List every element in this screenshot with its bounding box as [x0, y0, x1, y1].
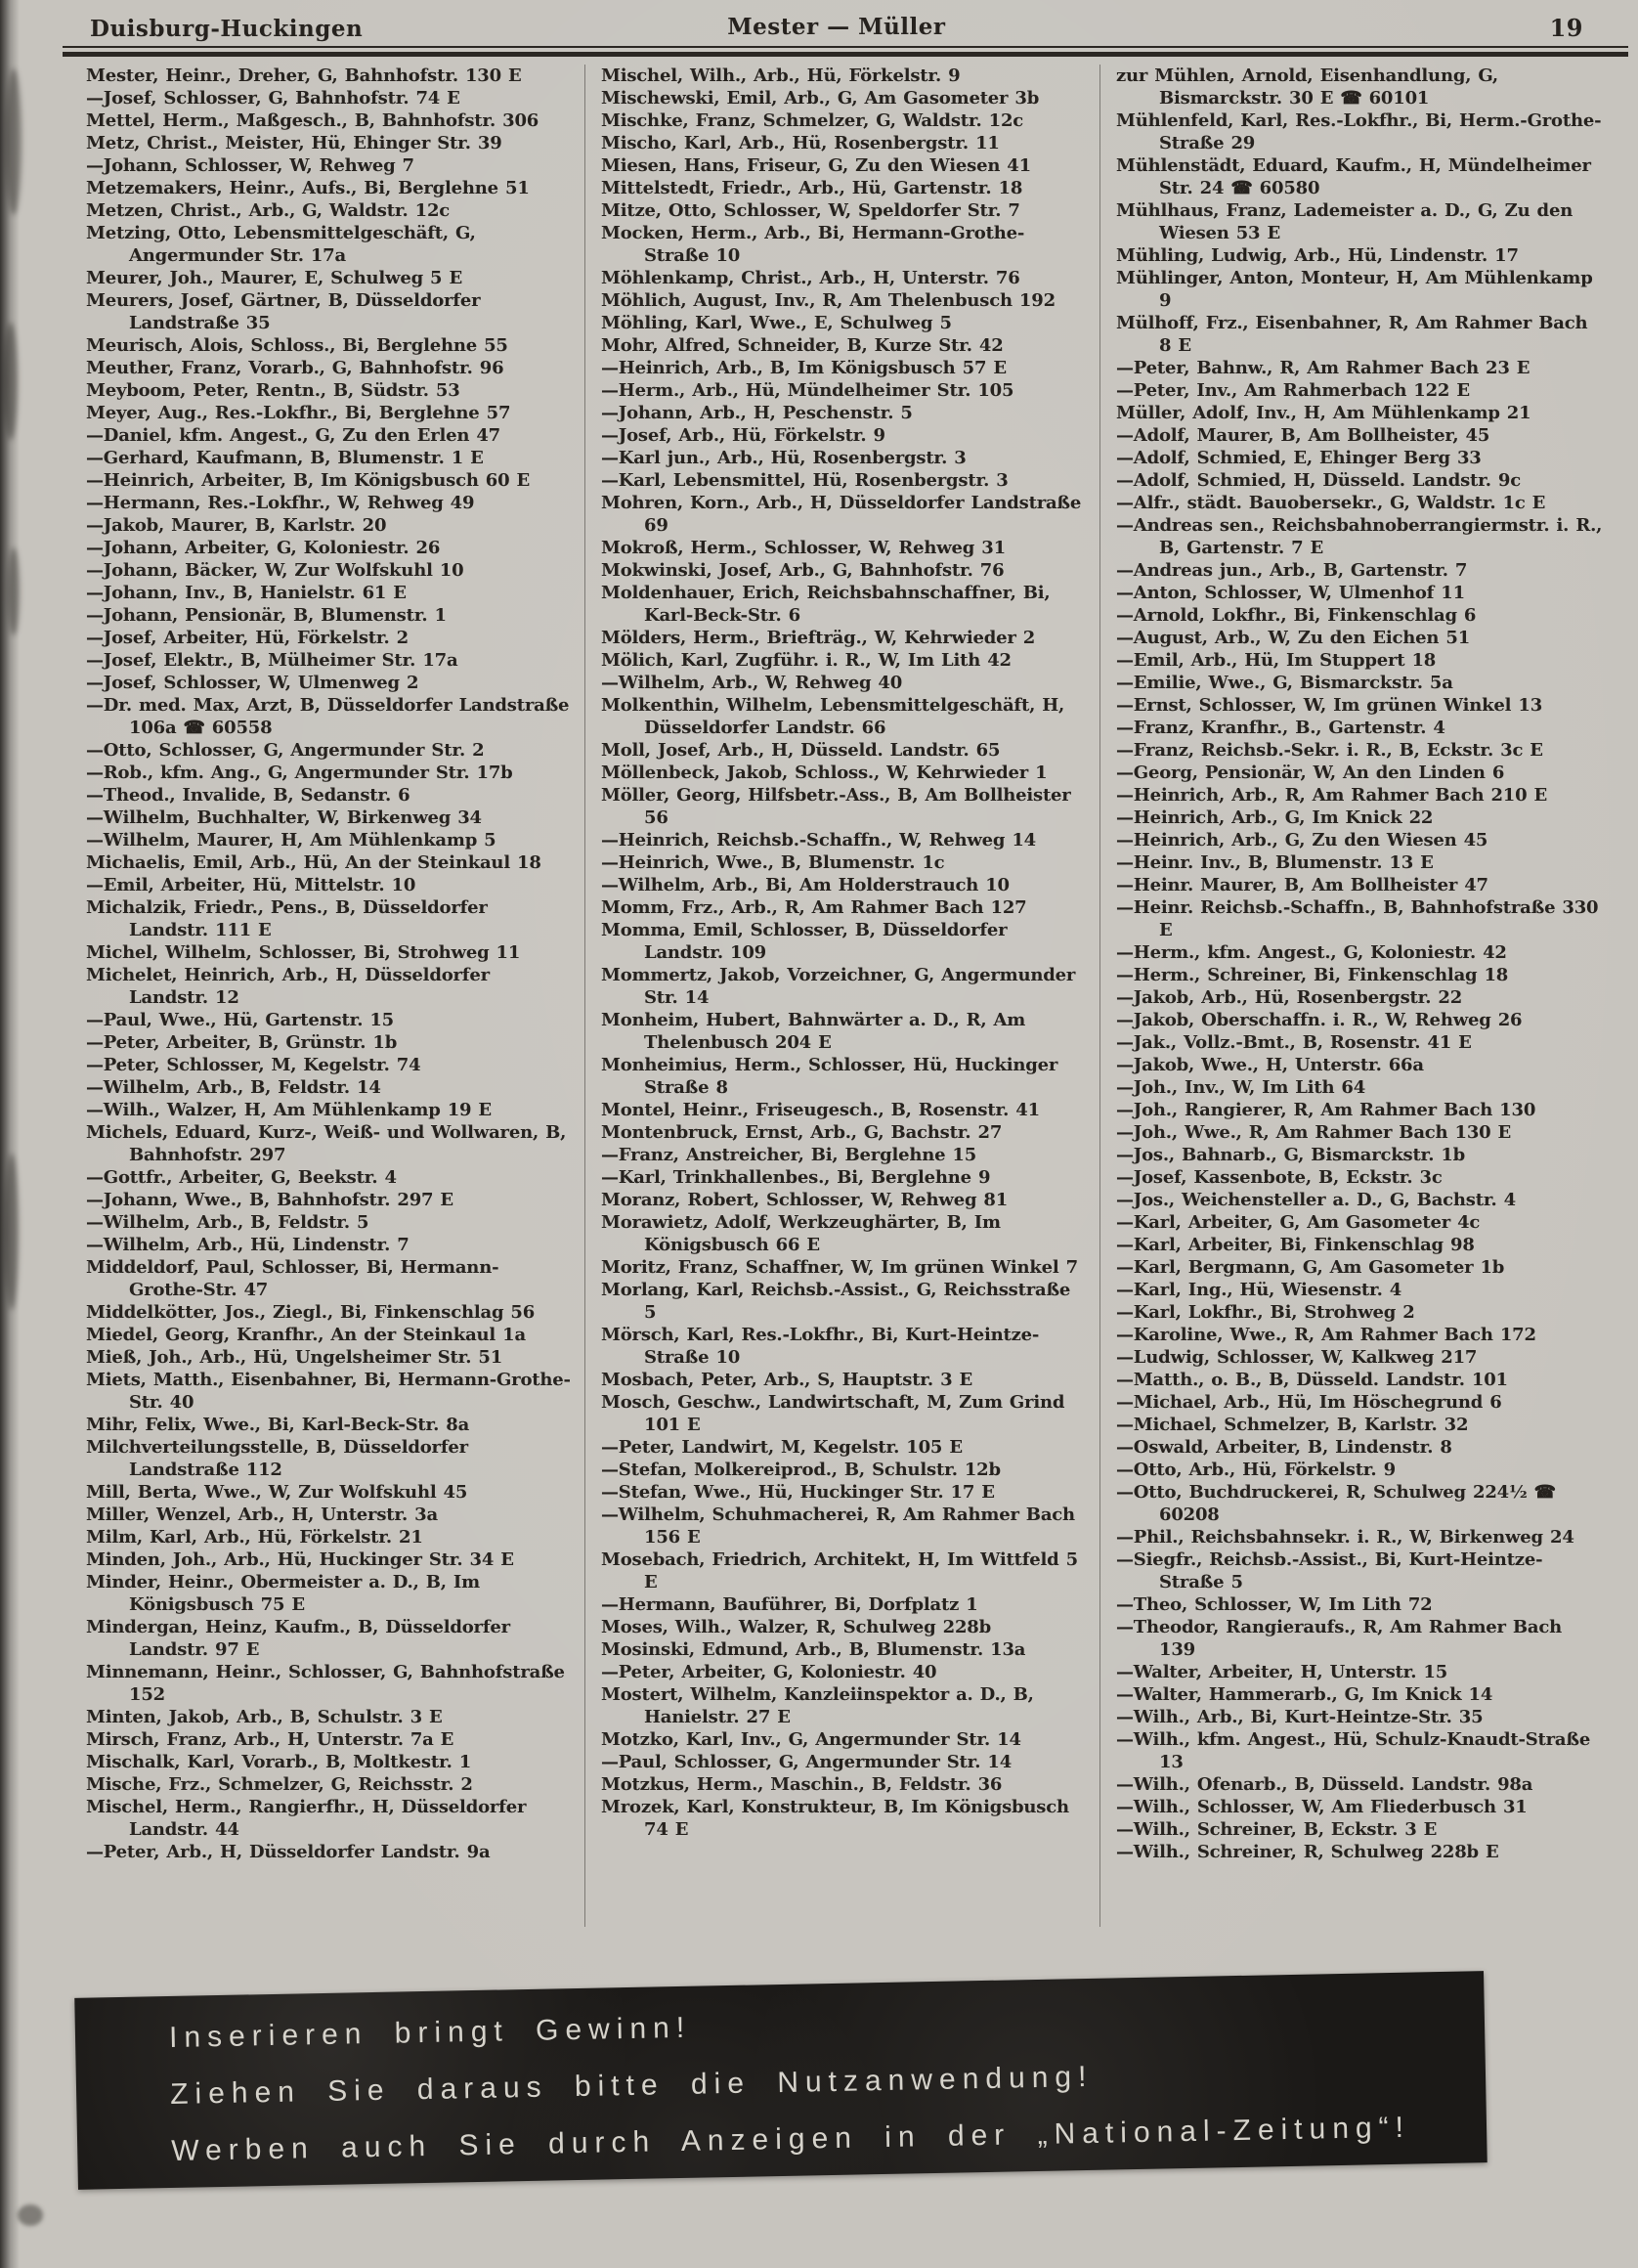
directory-entry: Metz, Christ., Meister, Hü, Ehinger Str. 39	[86, 133, 502, 153]
directory-entry: —Heinrich, Arb., G, Zu den Wiesen 45	[1116, 830, 1488, 850]
directory-entry: —Arnold, Lokfhr., Bi, Finkenschlag 6	[1116, 605, 1477, 626]
directory-entry: —Johann, Schlosser, W, Rehweg 7	[86, 155, 414, 176]
directory-entry: Mettel, Herm., Maßgesch., B, Bahnhofstr. 306	[86, 110, 539, 131]
directory-entry: —Emilie, Wwe., G, Bismarckstr. 5a	[1116, 673, 1453, 693]
directory-entry: —Herm., Arb., Hü, Mündelheimer Str. 105	[601, 380, 1014, 401]
directory-entry: —Heinrich, Arb., B, Im Königsbusch 57 E	[601, 358, 1007, 378]
directory-entry: —Peter, Arbeiter, B, Grünstr. 1b	[86, 1032, 398, 1053]
page-number: 19	[1549, 14, 1583, 42]
header-district: Duisburg-Huckingen	[90, 16, 364, 42]
header-rule	[63, 46, 1628, 57]
directory-entry: Mühlenfeld, Karl, Res.-Lokfhr., Bi, Herm.-Grothe-Straße 29	[1116, 110, 1602, 153]
directory-entry: Moses, Wilh., Walzer, R, Schulweg 228b	[601, 1617, 991, 1637]
scan-smudge	[6, 68, 22, 215]
directory-entry: —Anton, Schlosser, W, Ulmenhof 11	[1116, 583, 1465, 603]
directory-entry: Molkenthin, Wilhelm, Lebensmittelgeschäft, H, Düsseldorfer Landstr. 66	[601, 695, 1065, 738]
directory-entry: Möller, Georg, Hilfsbetr.-Ass., B, Am Bollheister 56	[601, 785, 1071, 828]
directory-entry: Miller, Wenzel, Arb., H, Unterstr. 3a	[86, 1505, 438, 1525]
directory-entry: Meuther, Franz, Vorarb., G, Bahnhofstr. 96	[86, 358, 504, 378]
directory-entry: —Karl, Trinkhallenbes., Bi, Berglehne 9	[601, 1167, 991, 1188]
directory-entry: —Joh., Rangierer, R, Am Rahmer Bach 130	[1116, 1100, 1536, 1120]
directory-entry: Mühling, Ludwig, Arb., Hü, Lindenstr. 17	[1116, 245, 1519, 266]
directory-entry: Middelkötter, Jos., Ziegl., Bi, Finkenschlag 56	[86, 1302, 536, 1323]
directory-entry: —Josef, Arbeiter, Hü, Förkelstr. 2	[86, 628, 409, 648]
directory-entry: —Franz, Reichsb.-Sekr. i. R., B, Eckstr. 3c E	[1116, 740, 1543, 761]
directory-entry: —Stefan, Molkereiprod., B, Schulstr. 12b	[601, 1460, 1001, 1480]
directory-entry: Mosebach, Friedrich, Architekt, H, Im Wittfeld 5 E	[601, 1549, 1078, 1592]
directory-entry: —Franz, Kranfhr., B., Gartenstr. 4	[1116, 718, 1445, 738]
directory-entry: —Wilh., Schreiner, B, Eckstr. 3 E	[1116, 1819, 1438, 1840]
directory-entry: Moll, Josef, Arb., H, Düsseld. Landstr. 65	[601, 740, 1001, 761]
directory-entry: —Peter, Arb., H, Düsseldorfer Landstr. 9a	[86, 1842, 491, 1862]
directory-entry: —Joh., Inv., W, Im Lith 64	[1116, 1077, 1366, 1098]
directory-entry: —Franz, Anstreicher, Bi, Berglehne 15	[601, 1145, 977, 1165]
directory-entry: —Karl, Bergmann, G, Am Gasometer 1b	[1116, 1257, 1505, 1278]
directory-entry: —Paul, Schlosser, G, Angermunder Str. 14	[601, 1752, 1013, 1772]
directory-entry: Mische, Frz., Schmelzer, G, Reichsstr. 2	[86, 1774, 473, 1795]
directory-entry: —Wilhelm, Arb., B, Feldstr. 5	[86, 1212, 369, 1233]
directory-entry: —Wilhelm, Schuhmacherei, R, Am Rahmer Bach 156 E	[601, 1505, 1075, 1548]
directory-entry: Motzko, Karl, Inv., G, Angermunder Str. 14	[601, 1729, 1021, 1750]
directory-entry: —Gottfr., Arbeiter, G, Beekstr. 4	[86, 1167, 397, 1188]
directory-entry: —Josef, Schlosser, W, Ulmenweg 2	[86, 673, 419, 693]
directory-entry: Monheim, Hubert, Bahnwärter a. D., R, Am Thelenbusch 204 E	[601, 1010, 1026, 1053]
directory-entry: Meurer, Joh., Maurer, E, Schulweg 5 E	[86, 268, 462, 288]
directory-entry: —Daniel, kfm. Angest., G, Zu den Erlen 47	[86, 425, 500, 446]
directory-entry: —Alfr., städt. Bauobersekr., G, Waldstr. 1c E	[1116, 493, 1546, 513]
directory-entry: —Theodor, Rangieraufs., R, Am Rahmer Bach 139	[1116, 1617, 1563, 1660]
directory-entry: —Jakob, Wwe., H, Unterstr. 66a	[1116, 1055, 1424, 1075]
directory-entry: —Jos., Bahnarb., G, Bismarckstr. 1b	[1116, 1145, 1466, 1165]
directory-entry: Mostert, Wilhelm, Kanzleiinspektor a. D., B, Hanielstr. 27 E	[601, 1684, 1034, 1727]
directory-entry: Mohren, Korn., Arb., H, Düsseldorfer Landstraße 69	[601, 493, 1082, 536]
directory-entry: Meurisch, Alois, Schloss., Bi, Berglehne 55	[86, 335, 508, 356]
directory-entry: Momm, Frz., Arb., R, Am Rahmer Bach 127	[601, 897, 1027, 918]
directory-entry: Middeldorf, Paul, Schlosser, Bi, Hermann-Grothe-Str. 47	[86, 1257, 499, 1300]
directory-entry: Mörsch, Karl, Res.-Lokfhr., Bi, Kurt-Heintze-Straße 10	[601, 1325, 1040, 1368]
directory-entry: Mühlinger, Anton, Monteur, H, Am Mühlenkamp 9	[1116, 268, 1593, 311]
directory-entry: —Peter, Arbeiter, G, Koloniestr. 40	[601, 1662, 937, 1682]
directory-entry: Momma, Emil, Schlosser, B, Düsseldorfer Landstr. 109	[601, 920, 1008, 963]
directory-entry: —August, Arb., W, Zu den Eichen 51	[1116, 628, 1471, 648]
directory-entry: Mischel, Herm., Rangierfhr., H, Düsseldorfer Landstr. 44	[86, 1797, 527, 1840]
directory-entry: —Adolf, Schmied, H, Düsseld. Landstr. 9c	[1116, 470, 1521, 491]
directory-entry: —Wilh., Arb., Bi, Kurt-Heintze-Str. 35	[1116, 1707, 1484, 1727]
directory-entry: Mosch, Geschw., Landwirtschaft, M, Zum Grind 101 E	[601, 1392, 1065, 1435]
directory-entry: —Karl, Lokfhr., Bi, Strohweg 2	[1116, 1302, 1415, 1323]
directory-entry: Mischo, Karl, Arb., Hü, Rosenbergstr. 11	[601, 133, 1000, 153]
directory-entry: —Karl jun., Arb., Hü, Rosenbergstr. 3	[601, 448, 967, 468]
directory-entry: Mirsch, Franz, Arb., H, Unterstr. 7a E	[86, 1729, 454, 1750]
directory-entry: —Heinrich, Arb., R, Am Rahmer Bach 210 E	[1116, 785, 1548, 806]
directory-entry: —Siegfr., Reichsb.-Assist., Bi, Kurt-Heintze-Straße 5	[1116, 1549, 1543, 1592]
directory-entry: Michels, Eduard, Kurz-, Weiß- und Wollwaren, B, Bahnhofstr. 297	[86, 1122, 567, 1165]
directory-entry: —Wilh., kfm. Angest., Hü, Schulz-Knaudt-Straße 13	[1116, 1729, 1591, 1772]
directory-entry: Morawietz, Adolf, Werkzeughärter, B, Im Königsbusch 66 E	[601, 1212, 1001, 1255]
directory-entry: —Ludwig, Schlosser, W, Kalkweg 217	[1116, 1347, 1478, 1368]
directory-entry: Moldenhauer, Erich, Reichsbahnschaffner, Bi, Karl-Beck-Str. 6	[601, 583, 1051, 626]
directory-entry: —Herm., Schreiner, Bi, Finkenschlag 18	[1116, 965, 1509, 985]
directory-entry: Mittelstedt, Friedr., Arb., Hü, Gartenstr. 18	[601, 178, 1023, 198]
directory-entry: Minden, Joh., Arb., Hü, Huckinger Str. 34 E	[86, 1549, 514, 1570]
directory-entry: —Gerhard, Kaufmann, B, Blumenstr. 1 E	[86, 448, 484, 468]
directory-entry: —Josef, Kassenbote, B, Eckstr. 3c	[1116, 1167, 1443, 1188]
directory-entry: —Otto, Buchdruckerei, R, Schulweg 224½ ☎ 60208	[1116, 1482, 1556, 1525]
directory-column-1	[86, 65, 584, 1927]
directory-entry: —Jos., Weichensteller a. D., G, Bachstr. 4	[1116, 1190, 1516, 1210]
directory-entry: —Joh., Wwe., R, Am Rahmer Bach 130 E	[1116, 1122, 1512, 1143]
directory-entry: —Karl, Ing., Hü, Wiesenstr. 4	[1116, 1280, 1402, 1300]
directory-entry: Michaelis, Emil, Arb., Hü, An der Steinkaul 18	[86, 852, 541, 873]
directory-entry: —Emil, Arbeiter, Hü, Mittelstr. 10	[86, 875, 416, 895]
directory-entry: Möhlenkamp, Christ., Arb., H, Unterstr. 76	[601, 268, 1020, 288]
directory-entry: —Johann, Arbeiter, G, Koloniestr. 26	[86, 538, 441, 558]
directory-entry: Möllenbeck, Jakob, Schloss., W, Kehrwieder 1	[601, 763, 1048, 783]
directory-entry: —Matth., o. B., B, Düsseld. Landstr. 101	[1116, 1370, 1508, 1390]
directory-entry: —Georg, Pensionär, W, An den Linden 6	[1116, 763, 1505, 783]
directory-entry: —Johann, Inv., B, Hanielstr. 61 E	[86, 583, 407, 603]
directory-entry: —Peter, Bahnw., R, Am Rahmer Bach 23 E	[1116, 358, 1530, 378]
directory-entry: —Johann, Arb., H, Peschenstr. 5	[601, 403, 913, 423]
directory-entry: —Stefan, Wwe., Hü, Huckinger Str. 17 E	[601, 1482, 995, 1503]
directory-entry: Minnemann, Heinr., Schlosser, G, Bahnhofstraße 152	[86, 1662, 565, 1705]
directory-entry: —Wilhelm, Maurer, H, Am Mühlenkamp 5	[86, 830, 496, 850]
directory-entry: Michelet, Heinrich, Arb., H, Düsseldorfer Landstr. 12	[86, 965, 490, 1008]
directory-entry: Mokroß, Herm., Schlosser, W, Rehweg 31	[601, 538, 1006, 558]
directory-entry: Motzkus, Herm., Maschin., B, Feldstr. 36	[601, 1774, 1003, 1795]
directory-entry: Moritz, Franz, Schaffner, W, Im grünen Winkel 7	[601, 1257, 1078, 1278]
advert-banner-line: Werben auch Sie durch Anzeigen in der „National-Zeitung“!	[170, 2111, 1411, 2167]
directory-entry: —Michael, Schmelzer, B, Karlstr. 32	[1116, 1415, 1469, 1435]
directory-entry: —Wilh., Ofenarb., B, Düsseld. Landstr. 98a	[1116, 1774, 1533, 1795]
directory-entry: Mihr, Felix, Wwe., Bi, Karl-Beck-Str. 8a	[86, 1415, 470, 1435]
directory-columns	[0, 57, 1638, 1927]
directory-entry: —Heinr. Reichsb.-Schaffn., B, Bahnhofstraße 330 E	[1116, 897, 1599, 940]
scan-smudge	[18, 2204, 43, 2226]
directory-entry: Mühlenstädt, Eduard, Kaufm., H, Mündelheimer Str. 24 ☎ 60580	[1116, 155, 1591, 198]
directory-entry: Möhling, Karl, Wwe., E, Schulweg 5	[601, 313, 952, 333]
directory-entry: Minder, Heinr., Obermeister a. D., B, Im Königsbusch 75 E	[86, 1572, 480, 1615]
directory-entry: —Jakob, Maurer, B, Karlstr. 20	[86, 515, 387, 536]
directory-entry: zur Mühlen, Arnold, Eisenhandlung, G, Bismarckstr. 30 E ☎ 60101	[1116, 65, 1498, 109]
directory-entry: —Johann, Wwe., B, Bahnhofstr. 297 E	[86, 1190, 453, 1210]
directory-entry: Mischewski, Emil, Arb., G, Am Gasometer 3b	[601, 88, 1040, 109]
directory-entry: Mester, Heinr., Dreher, G, Bahnhofstr. 130 E	[86, 65, 522, 86]
directory-entry: Möhlich, August, Inv., R, Am Thelenbusch 192	[601, 290, 1056, 311]
directory-entry: Mosinski, Edmund, Arb., B, Blumenstr. 13a	[601, 1639, 1026, 1660]
directory-entry: Miesen, Hans, Friseur, G, Zu den Wiesen 41	[601, 155, 1031, 176]
directory-entry: Mischke, Franz, Schmelzer, G, Waldstr. 12c	[601, 110, 1024, 131]
scan-smudge	[8, 547, 20, 635]
directory-entry: —Herm., kfm. Angest., G, Koloniestr. 42	[1116, 942, 1507, 963]
directory-entry: —Josef, Arb., Hü, Förkelstr. 9	[601, 425, 885, 446]
directory-entry: Mosbach, Peter, Arb., S, Hauptstr. 3 E	[601, 1370, 972, 1390]
scan-smudge	[5, 1154, 19, 1310]
scan-smudge	[4, 323, 18, 440]
directory-entry: Müller, Adolf, Inv., H, Am Mühlenkamp 21	[1116, 403, 1531, 423]
directory-entry: Mieß, Joh., Arb., Hü, Ungelsheimer Str. 51	[86, 1347, 503, 1368]
directory-entry: —Peter, Inv., Am Rahmerbach 122 E	[1116, 380, 1470, 401]
directory-entry: —Jakob, Oberschaffn. i. R., W, Rehweg 26	[1116, 1010, 1523, 1030]
directory-entry: Minten, Jakob, Arb., B, Schulstr. 3 E	[86, 1707, 443, 1727]
directory-entry: Metzing, Otto, Lebensmittelgeschäft, G, Angermunder Str. 17a	[86, 223, 476, 266]
directory-entry: Meyboom, Peter, Rentn., B, Südstr. 53	[86, 380, 460, 401]
directory-entry: —Josef, Elektr., B, Mülheimer Str. 17a	[86, 650, 458, 671]
directory-entry: —Peter, Landwirt, M, Kegelstr. 105 E	[601, 1437, 963, 1458]
directory-entry: —Jak., Vollz.-Bmt., B, Rosenstr. 41 E	[1116, 1032, 1472, 1053]
advert-banner	[74, 1971, 1487, 2190]
directory-entry: Mölders, Herm., Briefträg., W, Kehrwieder 2	[601, 628, 1036, 648]
directory-entry: Mischalk, Karl, Vorarb., B, Moltkestr. 1	[86, 1752, 472, 1772]
advert-banner-line: Ziehen Sie daraus bitte die Nutzanwendung!	[169, 2060, 1094, 2111]
directory-entry: Morlang, Karl, Reichsb.-Assist., G, Reichsstraße 5	[601, 1280, 1071, 1323]
directory-entry: Monheimius, Herm., Schlosser, Hü, Huckinger Straße 8	[601, 1055, 1058, 1098]
directory-entry: —Adolf, Maurer, B, Am Bollheister, 45	[1116, 425, 1490, 446]
directory-entry: —Karl, Arbeiter, Bi, Finkenschlag 98	[1116, 1235, 1475, 1255]
directory-entry: Mischel, Wilh., Arb., Hü, Förkelstr. 9	[601, 65, 961, 86]
directory-entry: —Hermann, Res.-Lokfhr., W, Rehweg 49	[86, 493, 475, 513]
directory-entry: —Oswald, Arbeiter, B, Lindenstr. 8	[1116, 1437, 1452, 1458]
directory-entry: —Heinrich, Reichsb.-Schaffn., W, Rehweg 14	[601, 830, 1037, 850]
directory-entry: —Wilhelm, Arb., Hü, Lindenstr. 7	[86, 1235, 410, 1255]
directory-entry: —Paul, Wwe., Hü, Gartenstr. 15	[86, 1010, 394, 1030]
directory-entry: Mitze, Otto, Schlosser, W, Speldorfer Str. 7	[601, 200, 1020, 221]
directory-entry: —Otto, Arb., Hü, Förkelstr. 9	[1116, 1460, 1396, 1480]
directory-column-3	[1099, 65, 1615, 1927]
directory-entry: Miedel, Georg, Kranfhr., An der Steinkaul 1a	[86, 1325, 526, 1345]
directory-entry: Mocken, Herm., Arb., Bi, Hermann-Grothe-Straße 10	[601, 223, 1025, 266]
directory-entry: —Heinrich, Wwe., B, Blumenstr. 1c	[601, 852, 945, 873]
directory-entry: Michel, Wilhelm, Schlosser, Bi, Strohweg 11	[86, 942, 521, 963]
directory-entry: —Josef, Schlosser, G, Bahnhofstr. 74 E	[86, 88, 460, 109]
directory-entry: —Wilhelm, Arb., W, Rehweg 40	[601, 673, 903, 693]
directory-entry: —Heinr. Maurer, B, Am Bollheister 47	[1116, 875, 1488, 895]
directory-entry: Milm, Karl, Arb., Hü, Förkelstr. 21	[86, 1527, 423, 1548]
directory-entry: —Jakob, Arb., Hü, Rosenbergstr. 22	[1116, 987, 1463, 1008]
directory-entry: —Karl, Arbeiter, G, Am Gasometer 4c	[1116, 1212, 1481, 1233]
directory-entry: Miets, Matth., Eisenbahner, Bi, Hermann-Grothe-Str. 40	[86, 1370, 571, 1413]
directory-entry: —Heinrich, Arb., G, Im Knick 22	[1116, 807, 1434, 828]
directory-entry: —Andreas jun., Arb., B, Gartenstr. 7	[1116, 560, 1468, 581]
directory-entry: Montel, Heinr., Friseugesch., B, Rosenstr. 41	[601, 1100, 1040, 1120]
directory-entry: —Rob., kfm. Ang., G, Angermunder Str. 17b	[86, 763, 513, 783]
directory-entry: —Theo, Schlosser, W, Im Lith 72	[1116, 1594, 1433, 1615]
directory-entry: —Wilhelm, Buchhalter, W, Birkenweg 34	[86, 807, 482, 828]
directory-entry: —Wilhelm, Arb., Bi, Am Holderstrauch 10	[601, 875, 1010, 895]
directory-entry: Meurers, Josef, Gärtner, B, Düsseldorfer Landstraße 35	[86, 290, 481, 333]
directory-entry: —Phil., Reichsbahnsekr. i. R., W, Birkenweg 24	[1116, 1527, 1574, 1548]
directory-entry: —Karl, Lebensmittel, Hü, Rosenbergstr. 3	[601, 470, 1009, 491]
directory-entry: —Karoline, Wwe., R, Am Rahmer Bach 172	[1116, 1325, 1536, 1345]
directory-entry: Mölich, Karl, Zugführ. i. R., W, Im Lith 42	[601, 650, 1012, 671]
directory-entry: —Michael, Arb., Hü, Im Höschegrund 6	[1116, 1392, 1502, 1413]
directory-entry: Moranz, Robert, Schlosser, W, Rehweg 81	[601, 1190, 1009, 1210]
header-name-range: Mester — Müller	[727, 14, 946, 40]
directory-entry: Montenbruck, Ernst, Arb., G, Bachstr. 27	[601, 1122, 1003, 1143]
advert-banner-line: Inserieren bringt Gewinn!	[168, 2011, 692, 2055]
directory-entry: —Walter, Hammerarb., G, Im Knick 14	[1116, 1684, 1493, 1705]
directory-entry: —Wilh., Schreiner, R, Schulweg 228b E	[1116, 1842, 1499, 1862]
directory-entry: Mokwinski, Josef, Arb., G, Bahnhofstr. 76	[601, 560, 1005, 581]
directory-entry: Metzemakers, Heinr., Aufs., Bi, Berglehne 51	[86, 178, 530, 198]
directory-entry: Milchverteilungsstelle, B, Düsseldorfer Landstraße 112	[86, 1437, 468, 1480]
directory-entry: —Wilh., Walzer, H, Am Mühlenkamp 19 E	[86, 1100, 492, 1120]
directory-entry: —Otto, Schlosser, G, Angermunder Str. 2	[86, 740, 485, 761]
directory-entry: —Johann, Bäcker, W, Zur Wolfskuhl 10	[86, 560, 464, 581]
directory-entry: Meyer, Aug., Res.-Lokfhr., Bi, Berglehne 57	[86, 403, 511, 423]
directory-entry: Mülhoff, Frz., Eisenbahner, R, Am Rahmer Bach 8 E	[1116, 313, 1588, 356]
directory-entry: —Dr. med. Max, Arzt, B, Düsseldorfer Landstraße 106a ☎ 60558	[86, 695, 570, 738]
directory-entry: —Ernst, Schlosser, W, Im grünen Winkel 13	[1116, 695, 1543, 716]
directory-entry: Mohr, Alfred, Schneider, B, Kurze Str. 42	[601, 335, 1004, 356]
directory-entry: —Walter, Arbeiter, H, Unterstr. 15	[1116, 1662, 1448, 1682]
directory-entry: —Theod., Invalide, B, Sedanstr. 6	[86, 785, 410, 806]
directory-entry: Michalzik, Friedr., Pens., B, Düsseldorfer Landstr. 111 E	[86, 897, 488, 940]
directory-entry: —Johann, Pensionär, B, Blumenstr. 1	[86, 605, 447, 626]
directory-entry: —Emil, Arb., Hü, Im Stuppert 18	[1116, 650, 1437, 671]
directory-entry: Mühlhaus, Franz, Lademeister a. D., G, Zu den Wiesen 53 E	[1116, 200, 1573, 243]
directory-column-2	[584, 65, 1099, 1927]
page-header	[0, 0, 1638, 46]
directory-entry: —Peter, Schlosser, M, Kegelstr. 74	[86, 1055, 421, 1075]
directory-entry: —Heinr. Inv., B, Blumenstr. 13 E	[1116, 852, 1434, 873]
directory-entry: —Andreas sen., Reichsbahnoberrangiermstr. i. R., B, Gartenstr. 7 E	[1116, 515, 1603, 558]
directory-entry: —Heinrich, Arbeiter, B, Im Königsbusch 60 E	[86, 470, 531, 491]
directory-entry: Metzen, Christ., Arb., G, Waldstr. 12c	[86, 200, 451, 221]
directory-entry: Mill, Berta, Wwe., W, Zur Wolfskuhl 45	[86, 1482, 468, 1503]
directory-entry: —Wilhelm, Arb., B, Feldstr. 14	[86, 1077, 381, 1098]
directory-entry: Mindergan, Heinz, Kaufm., B, Düsseldorfer Landstr. 97 E	[86, 1617, 510, 1660]
directory-entry: Mrozek, Karl, Konstrukteur, B, Im Königsbusch 74 E	[601, 1797, 1069, 1840]
directory-entry: —Hermann, Bauführer, Bi, Dorfplatz 1	[601, 1594, 978, 1615]
directory-entry: —Adolf, Schmied, E, Ehinger Berg 33	[1116, 448, 1482, 468]
directory-entry: Mommertz, Jakob, Vorzeichner, G, Angermunder Str. 14	[601, 965, 1076, 1008]
directory-entry: —Wilh., Schlosser, W, Am Fliederbusch 31	[1116, 1797, 1528, 1817]
